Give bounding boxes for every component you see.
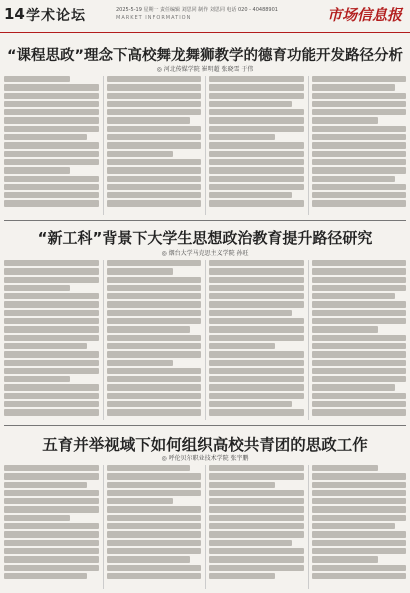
body-text-line — [209, 393, 304, 399]
body-text-line — [107, 326, 190, 332]
body-text-line — [4, 465, 99, 471]
body-text-line — [209, 515, 304, 521]
body-text-line — [312, 176, 395, 182]
body-text-line — [312, 200, 407, 206]
article-2-col-1 — [4, 260, 99, 420]
body-text-line — [312, 556, 378, 562]
body-text-line — [209, 523, 304, 529]
body-text-line — [209, 565, 304, 571]
body-text-line — [209, 482, 275, 488]
article-1-col-2 — [103, 76, 202, 215]
edition-en: MARKET INFORMATION — [116, 15, 192, 21]
body-text-line — [209, 465, 304, 471]
body-text-line — [107, 192, 202, 198]
body-text-line — [209, 548, 304, 554]
body-text-line — [312, 540, 407, 546]
body-text-line — [312, 184, 407, 190]
body-text-line — [107, 93, 202, 99]
body-text-line — [4, 301, 99, 307]
article-1-byline: ◎ 河北传媒学院 崔明超 张晓雪 于伟 — [156, 66, 254, 73]
body-text-line — [107, 293, 202, 299]
body-text-line — [4, 76, 70, 82]
body-text-line — [312, 360, 407, 366]
body-text-line — [312, 393, 407, 399]
body-text-line — [209, 176, 304, 182]
body-text-line — [312, 465, 378, 471]
body-text-line — [4, 409, 99, 415]
body-text-line — [312, 326, 378, 332]
body-text-line — [209, 101, 292, 107]
body-text-line — [4, 393, 99, 399]
body-text-line — [312, 368, 407, 374]
body-text-line — [4, 573, 87, 579]
body-text-line — [4, 523, 99, 529]
body-text-line — [107, 548, 202, 554]
body-text-line — [209, 268, 304, 274]
body-text-line — [209, 192, 292, 198]
body-text-line — [4, 351, 99, 357]
body-text-line — [209, 335, 304, 341]
article-3-col-1 — [4, 465, 99, 589]
body-text-line — [312, 277, 407, 283]
body-text-line — [4, 376, 70, 382]
body-text-line — [4, 151, 99, 157]
body-text-line — [209, 293, 304, 299]
body-text-line — [4, 498, 99, 504]
body-text-line — [312, 523, 395, 529]
body-text-line — [209, 368, 304, 374]
body-text-line — [4, 93, 99, 99]
body-text-line — [4, 159, 99, 165]
body-text-line — [107, 556, 190, 562]
divider — [4, 425, 406, 426]
body-text-line — [4, 368, 99, 374]
body-text-line — [107, 126, 202, 132]
body-text-line — [107, 310, 202, 316]
date-line: 2025-5-19 星期一 责任编辑 刘思同 制作 刘思同 电话 020 - 40488901 — [116, 7, 278, 13]
body-text-line — [107, 109, 202, 115]
body-text-line — [209, 109, 304, 115]
body-text-line — [4, 401, 99, 407]
article-1-col-1 — [4, 76, 99, 215]
body-text-line — [209, 142, 304, 148]
body-text-line — [107, 76, 202, 82]
body-text-line — [312, 192, 407, 198]
body-text-line — [4, 126, 99, 132]
body-text-line — [209, 506, 304, 512]
body-text-line — [107, 351, 202, 357]
body-text-line — [107, 482, 202, 488]
body-text-line — [107, 200, 202, 206]
body-text-line — [4, 556, 99, 562]
body-text-line — [312, 335, 407, 341]
body-text-line — [107, 301, 202, 307]
body-text-line — [107, 465, 190, 471]
body-text-line — [312, 384, 395, 390]
body-text-line — [312, 515, 407, 521]
body-text-line — [312, 117, 378, 123]
body-text-line — [209, 76, 304, 82]
body-text-line — [4, 565, 99, 571]
body-text-line — [312, 84, 395, 90]
article-1-col-4 — [308, 76, 407, 215]
body-text-line — [209, 285, 304, 291]
body-text-line — [4, 310, 99, 316]
article-1-title: “课程思政”理念下高校舞龙舞狮教学的德育功能开发路径分析 — [6, 48, 404, 64]
body-text-line — [4, 184, 99, 190]
body-text-line — [312, 285, 407, 291]
body-text-line — [4, 101, 99, 107]
body-text-line — [312, 101, 407, 107]
body-text-line — [107, 498, 173, 504]
body-text-line — [209, 301, 304, 307]
body-text-line — [209, 343, 275, 349]
body-text-line — [312, 506, 407, 512]
article-3-col-4 — [308, 465, 407, 589]
body-text-line — [4, 548, 99, 554]
body-text-line — [107, 360, 173, 366]
body-text-line — [209, 84, 304, 90]
body-text-line — [107, 142, 202, 148]
masthead-logo: 市场信息报 — [326, 6, 402, 24]
body-text-line — [209, 531, 304, 537]
body-text-line — [107, 515, 202, 521]
body-text-line — [312, 565, 407, 571]
body-text-line — [209, 277, 304, 283]
article-3-col-3 — [205, 465, 304, 589]
article-1-col-3 — [205, 76, 304, 215]
body-text-line — [107, 134, 202, 140]
body-text-line — [312, 482, 407, 488]
body-text-line — [107, 285, 202, 291]
body-text-line — [107, 268, 173, 274]
body-text-line — [4, 84, 99, 90]
page-header — [0, 0, 410, 33]
body-text-line — [107, 335, 202, 341]
body-text-line — [209, 376, 304, 382]
body-text-line — [209, 360, 304, 366]
body-text-line — [107, 393, 202, 399]
body-text-line — [209, 556, 304, 562]
body-text-line — [312, 151, 407, 157]
body-text-line — [312, 351, 407, 357]
body-text-line — [107, 159, 202, 165]
body-text-line — [312, 301, 407, 307]
body-text-line — [107, 540, 202, 546]
body-text-line — [209, 200, 304, 206]
article-2-byline: ◎ 烟台大学马克思主义学院 孙旺 — [161, 250, 249, 257]
article-3-byline: ◎ 呼伦贝尔职业技术学院 张宇鹏 — [161, 455, 249, 462]
body-text-line — [107, 384, 202, 390]
body-text-line — [107, 490, 202, 496]
body-text-line — [209, 473, 304, 479]
body-text-line — [4, 482, 87, 488]
body-text-line — [4, 167, 70, 173]
body-text-line — [312, 293, 395, 299]
body-text-line — [4, 192, 99, 198]
body-text-line — [312, 167, 407, 173]
body-text-line — [209, 401, 292, 407]
article-3-title: 五育并举视域下如何组织高校共青团的思政工作 — [42, 436, 368, 454]
body-text-line — [107, 184, 202, 190]
body-text-line — [312, 159, 407, 165]
body-text-line — [209, 184, 304, 190]
body-text-line — [107, 318, 202, 324]
body-text-line — [312, 318, 407, 324]
body-text-line — [312, 531, 407, 537]
body-text-line — [209, 573, 275, 579]
body-text-line — [312, 142, 407, 148]
body-text-line — [209, 117, 304, 123]
divider — [4, 220, 406, 221]
body-text-line — [107, 523, 202, 529]
body-text-line — [4, 134, 87, 140]
body-text-line — [4, 318, 99, 324]
body-text-line — [312, 268, 407, 274]
article-1-body — [4, 76, 406, 215]
body-text-line — [312, 126, 407, 132]
body-text-line — [4, 326, 99, 332]
body-text-line — [107, 506, 202, 512]
article-2-col-3 — [205, 260, 304, 420]
body-text-line — [107, 368, 202, 374]
body-text-line — [107, 176, 202, 182]
section-name: 学术论坛 — [26, 8, 86, 24]
body-text-line — [209, 326, 304, 332]
body-text-line — [107, 401, 202, 407]
body-text-line — [107, 101, 202, 107]
body-text-line — [4, 117, 99, 123]
body-text-line — [107, 573, 202, 579]
body-text-line — [107, 84, 202, 90]
article-2-col-4 — [308, 260, 407, 420]
body-text-line — [4, 293, 99, 299]
body-text-line — [209, 134, 275, 140]
body-text-line — [312, 93, 407, 99]
body-text-line — [4, 260, 99, 266]
body-text-line — [209, 167, 304, 173]
body-text-line — [209, 260, 304, 266]
body-text-line — [107, 409, 202, 415]
article-2-body — [4, 260, 406, 420]
body-text-line — [312, 109, 407, 115]
body-text-line — [312, 260, 407, 266]
body-text-line — [4, 384, 99, 390]
body-text-line — [4, 540, 99, 546]
body-text-line — [209, 151, 304, 157]
body-text-line — [4, 268, 99, 274]
body-text-line — [312, 409, 407, 415]
body-text-line — [209, 498, 304, 504]
body-text-line — [312, 343, 407, 349]
body-text-line — [312, 498, 407, 504]
body-text-line — [107, 151, 173, 157]
body-text-line — [4, 506, 99, 512]
body-text-line — [4, 360, 99, 366]
body-text-line — [107, 473, 202, 479]
body-text-line — [209, 126, 304, 132]
body-text-line — [107, 531, 202, 537]
body-text-line — [4, 473, 99, 479]
body-text-line — [4, 109, 99, 115]
body-text-line — [312, 310, 407, 316]
body-text-line — [312, 376, 407, 382]
body-text-line — [4, 490, 99, 496]
body-text-line — [107, 260, 202, 266]
body-text-line — [312, 473, 407, 479]
body-text-line — [209, 351, 304, 357]
body-text-line — [312, 490, 407, 496]
body-text-line — [4, 335, 99, 341]
body-text-line — [107, 376, 202, 382]
body-text-line — [209, 540, 292, 546]
body-text-line — [209, 409, 304, 415]
body-text-line — [209, 93, 304, 99]
body-text-line — [4, 176, 99, 182]
body-text-line — [107, 343, 202, 349]
body-text-line — [209, 159, 304, 165]
body-text-line — [312, 573, 407, 579]
body-text-line — [4, 531, 99, 537]
body-text-line — [4, 343, 87, 349]
article-3-col-2 — [103, 465, 202, 589]
body-text-line — [312, 548, 407, 554]
body-text-line — [209, 310, 292, 316]
body-text-line — [107, 277, 202, 283]
body-text-line — [107, 565, 202, 571]
body-text-line — [312, 134, 407, 140]
article-2-title: “新工科”背景下大学生思想政治教育提升路径研究 — [37, 229, 373, 247]
body-text-line — [4, 200, 99, 206]
body-text-line — [4, 285, 70, 291]
body-text-line — [209, 490, 304, 496]
body-text-line — [4, 142, 99, 148]
body-text-line — [107, 117, 190, 123]
body-text-line — [107, 167, 202, 173]
article-3-body — [4, 465, 406, 589]
body-text-line — [312, 401, 407, 407]
body-text-line — [4, 277, 99, 283]
body-text-line — [209, 318, 304, 324]
page-number: 14 — [4, 5, 25, 23]
body-text-line — [209, 384, 304, 390]
body-text-line — [312, 76, 407, 82]
article-2-col-2 — [103, 260, 202, 420]
body-text-line — [4, 515, 70, 521]
